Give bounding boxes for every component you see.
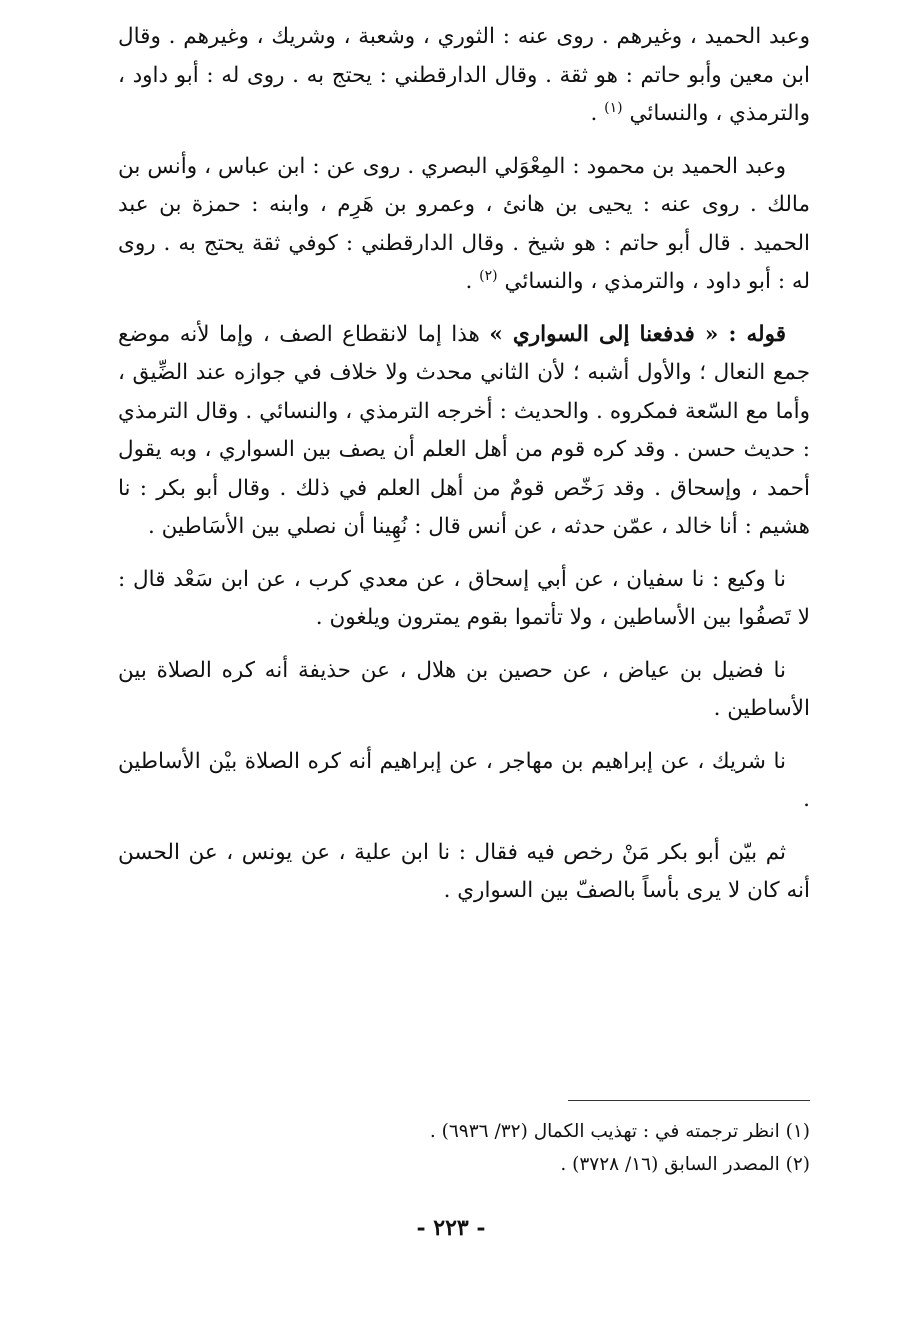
footnote-separator bbox=[568, 1100, 810, 1101]
paragraph-2-end: . bbox=[465, 269, 480, 294]
paragraph-1-end: . bbox=[590, 101, 605, 126]
paragraph-2-text: وعبد الحميد بن محمود : المِعْوَلي البصري . روى عن : ابن عباس ، وأنس بن مالك . روى عنه : يحيى بن هانئ ، وعمرو بن هَرِم ، وابنه : حمزة بن عبد الحميد . قال أبو حاتم : هو شيخ . وقال الدارقطني : كوفي ثقة يحتج به . روى له : أبو داود ، والترمذي ، والنسائي bbox=[118, 153, 810, 294]
paragraph-5: نا فضيل بن عياض ، عن حصين بن هلال ، عن حذيفة أنه كره الصلاة بين الأساطين . bbox=[118, 657, 810, 721]
paragraph-4: نا وكيع : نا سفيان ، عن أبي إسحاق ، عن معدي كرب ، عن ابن سَعْد قال : لا تَصفُوا بين الأساطين ، ولا تأتموا بقوم يمترون ويلغون . bbox=[118, 566, 810, 630]
paragraph-6: نا شريك ، عن إبراهيم بن مهاجر ، عن إبراهيم أنه كره الصلاة بيْن الأساطين . bbox=[118, 748, 810, 812]
footnotes bbox=[118, 1115, 810, 1181]
footnote-ref-2[interactable]: (٢) bbox=[479, 267, 498, 284]
paragraph-3 bbox=[118, 316, 810, 547]
paragraph-1-text: وعبد الحميد ، وغيرهم . روى عنه : الثوري ، وشعبة ، وشريك ، وغيرهم . وقال ابن معين وأبو حاتم : هو ثقة . وقال الدارقطني : يحتج به . روى له : أبو داود ، والترمذي ، والنسائي bbox=[118, 24, 810, 126]
paragraph-3-text: هذا إما لانقطاع الصف ، وإما لأنه موضع جمع النعال ؛ والأول أشبه ؛ لأن الثاني محدث ولا خلاف في جوازه عند الضِّيق ، وأما مع السّعة فمكروه . والحديث : أخرجه الترمذي ، والنسائي . وقال الترمذي : حديث حسن . وقد كره قوم من أهل العلم أن يصف بين السواري ، وبه يقول أحمد ، وإسحاق . وقد رَخّص قومٌ من أهل العلم في ذلك . وقال أبو بكر : نا هشيم : أنا خالد ، عمّن حدثه ، عن أنس قال : نُهِينا أن نصلي بين الأسَاطين . bbox=[118, 321, 810, 539]
footnote-2: (٢) المصدر السابق (١٦/ ٣٧٢٨) . bbox=[560, 1154, 810, 1175]
paragraph-2 bbox=[118, 148, 810, 302]
footnote-ref-1[interactable]: (١) bbox=[604, 99, 623, 116]
paragraph-1 bbox=[118, 18, 810, 134]
footnote-1: (١) انظر ترجمته في : تهذيب الكمال (٣٢/ ٦٩٣٦) . bbox=[429, 1121, 810, 1142]
quoted-lead: قوله : « فدفعنا إلى السواري » bbox=[489, 321, 786, 347]
page-body bbox=[118, 18, 810, 925]
page-number: - ٢٢٣ - bbox=[416, 1215, 486, 1241]
paragraph-7: ثم بيّن أبو بكر مَنْ رخص فيه فقال : نا ابن علية ، عن يونس ، عن الحسن أنه كان لا يرى بأساً بالصفّ بين السواري . bbox=[118, 839, 810, 903]
